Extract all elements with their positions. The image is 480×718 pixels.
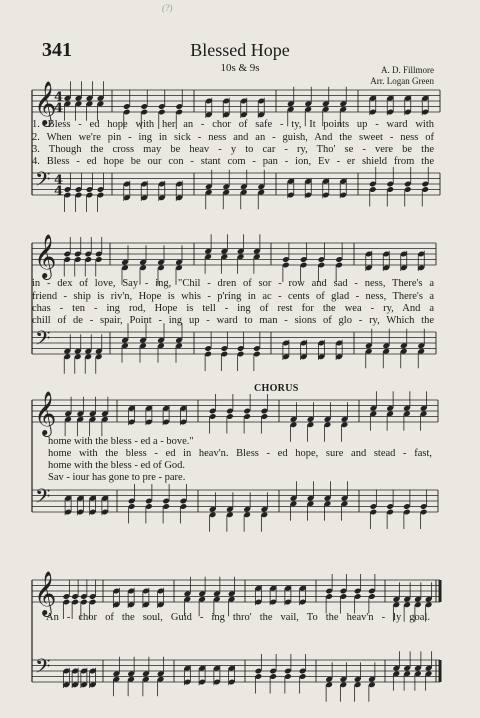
- treble-clef-icon: 𝄞: [34, 391, 57, 435]
- lyric-line: home with the bless - ed of God.: [48, 460, 186, 471]
- bass-clef-icon: 𝄢: [35, 484, 51, 513]
- time-signature: 4: [54, 184, 64, 199]
- time-signature: 4: [54, 101, 64, 116]
- lyric-line: 4. Bless - ed hope be our con - stant com - pan - ion, Ev - er shield from the: [32, 156, 434, 167]
- meter: 10s & 9s: [220, 62, 260, 74]
- treble-clef-icon: 𝄞: [34, 234, 57, 278]
- chorus-label: CHORUS: [254, 383, 299, 394]
- hymn-number: 341: [42, 39, 72, 61]
- lyric-line: Sav - iour has gone to pre - pare.: [48, 472, 186, 483]
- bass-clef-icon: 𝄢: [35, 326, 51, 355]
- lyric-line: home with the bless - ed in heav'n. Bless - ed hope, sure and stead - fast,: [48, 448, 432, 459]
- lyric-line: home with the bless - ed a - bove.": [48, 436, 194, 447]
- treble-clef-icon: 𝄞: [34, 571, 57, 615]
- hymn-title: Blessed Hope: [190, 40, 290, 60]
- words-credit: A. D. Fillmore: [381, 65, 434, 75]
- lyric-line: chill of de - spair, Point - ing up - ward to man - sions of glo - ry, Which the: [32, 315, 434, 326]
- lyric-line: in - dex of love, Say - ing, "Chil - dren of sor - row and sad - ness, There's a: [32, 278, 434, 289]
- time-signature: 4: [54, 173, 64, 188]
- bass-clef-icon: 𝄢: [35, 167, 51, 196]
- pencil-mark: (?): [162, 3, 173, 13]
- lyric-line: An - chor of the soul, Guid - ing thro' the vail, To the heav'n - ly goal.: [46, 612, 430, 623]
- treble-clef-icon: 𝄞: [34, 81, 57, 125]
- lyric-line: 3. Though the cross may be heav - y to car - ry, Tho' se - vere be the: [32, 144, 434, 155]
- time-signature: 4: [54, 90, 64, 105]
- lyric-line: 2. When we're pin - ing in sick - ness and an - guish, And the sweet - ness of: [32, 132, 434, 143]
- lyric-line: friend - ship is riv'n, Hope is whis - p'ring in ac - cents of glad - ness, There's a: [32, 291, 434, 302]
- lyric-line: chas - ten - ing rod, Hope is tell - ing of rest for the wea - ry, And a: [32, 303, 434, 314]
- music-credit: Arr. Logan Green: [370, 76, 434, 86]
- bass-clef-icon: 𝄢: [35, 654, 51, 683]
- lyric-line: 1. Bless - ed hope with her an - chor of safe - ty, It points up - ward with: [32, 119, 434, 130]
